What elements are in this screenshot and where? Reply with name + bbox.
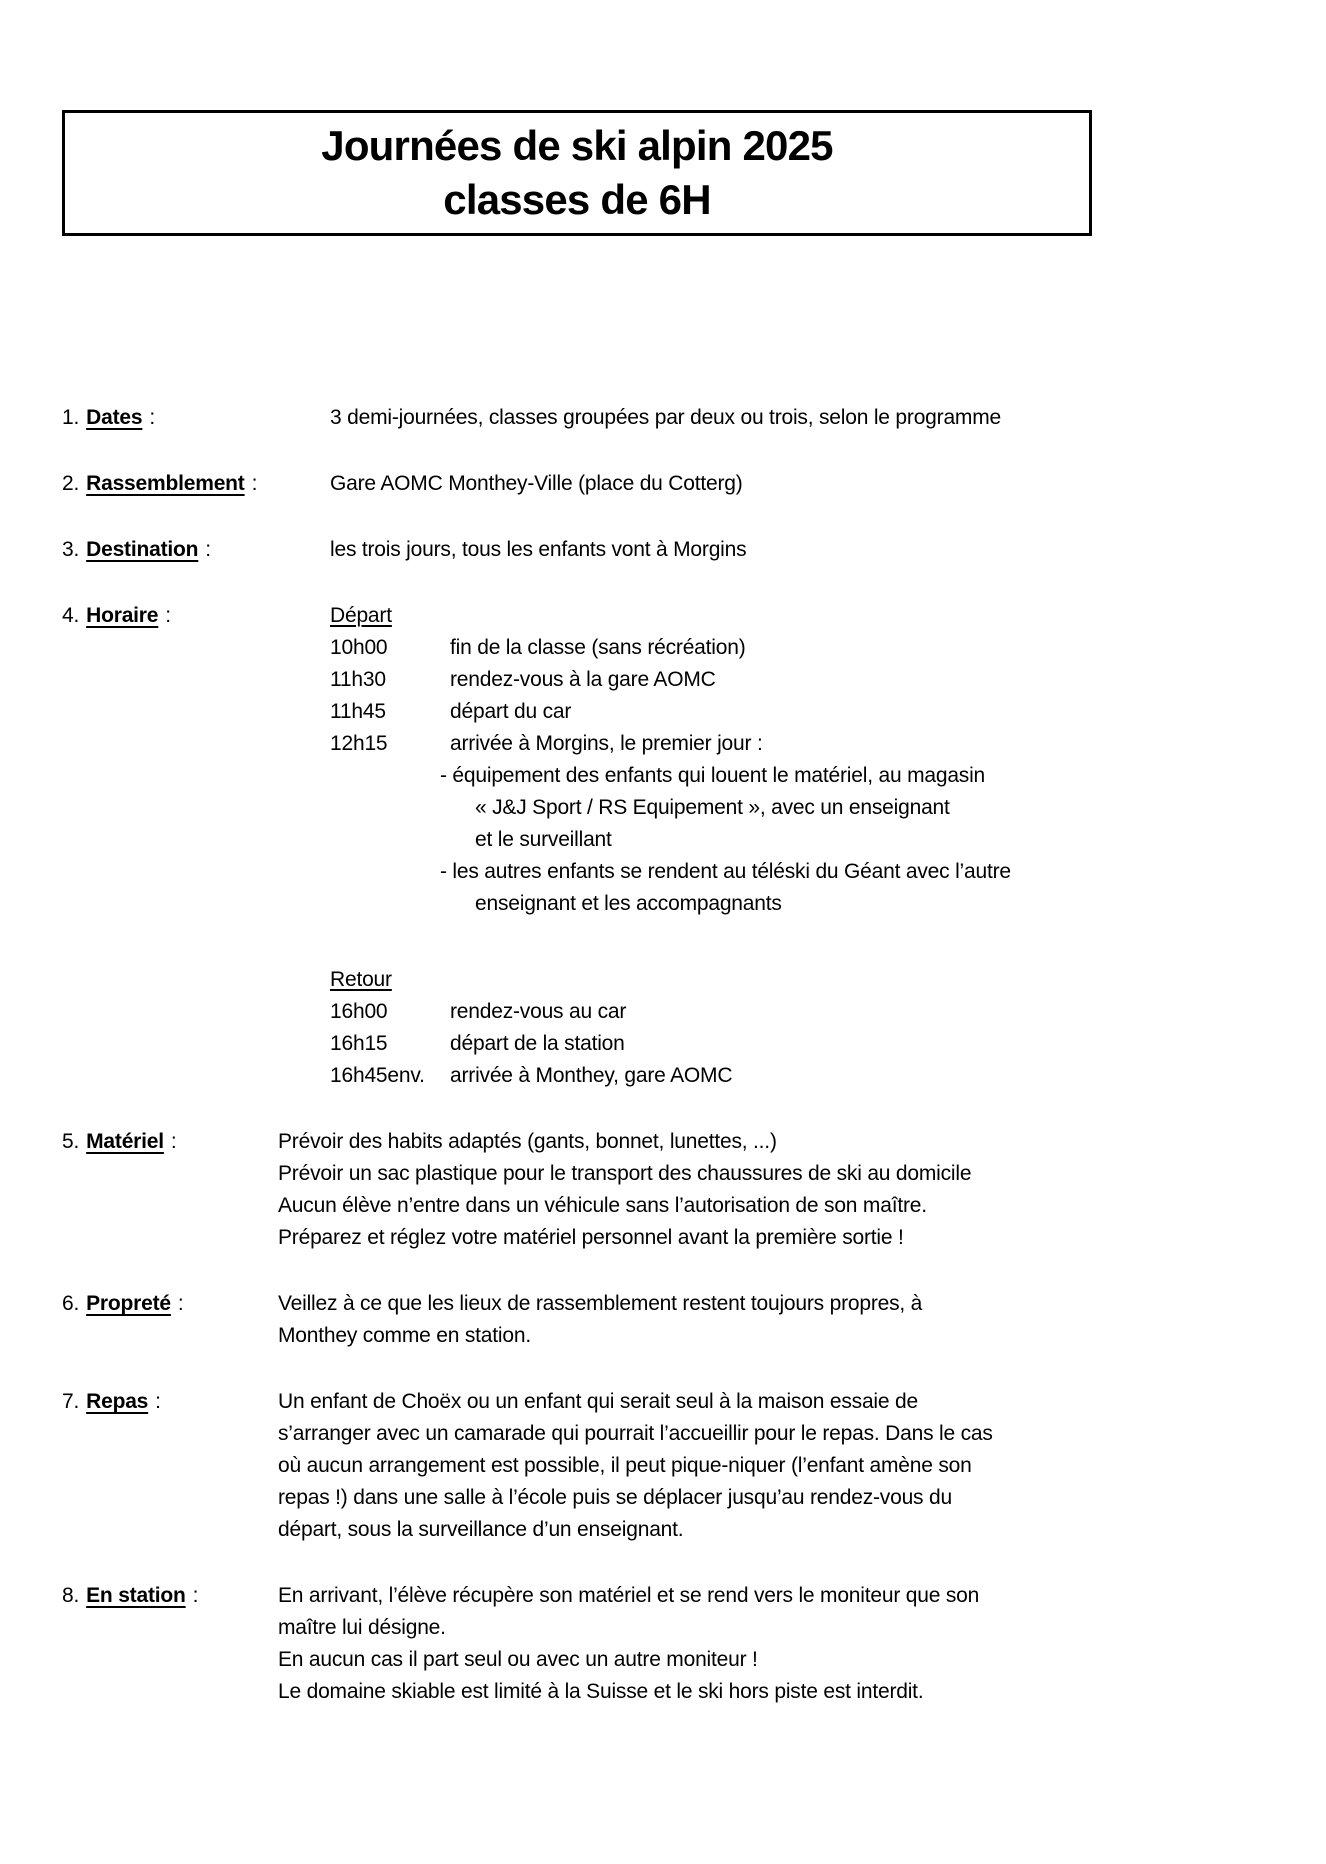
item-text-line: départ, sous la surveillance d’un enseignant.	[278, 1518, 684, 1541]
item-destination	[62, 534, 1264, 566]
schedule-bullet-line: - les autres enfants se rendent au téléski du Géant avec l’autre	[440, 860, 1011, 883]
item-horaire	[62, 600, 1264, 1092]
schedule-time: 12h15	[330, 732, 388, 755]
item-label: Destination	[86, 538, 199, 561]
schedule-time: 10h00	[330, 636, 388, 659]
items-list	[62, 402, 1264, 1708]
item-body	[278, 1126, 1264, 1254]
item-rassemblement	[62, 468, 1264, 500]
item-text-line: Veillez à ce que les lieux de rassemblement restent toujours propres, à	[278, 1292, 923, 1315]
schedule-desc: arrivée à Monthey, gare AOMC	[450, 1064, 733, 1087]
item-text-line: Gare AOMC Monthey-Ville (place du Cotterg)	[330, 472, 743, 495]
schedule-row	[330, 728, 1264, 760]
item-text-line: Monthey comme en station.	[278, 1324, 531, 1347]
schedule-time: 16h15	[330, 1032, 388, 1055]
item-number: 1.	[62, 406, 80, 429]
item-head	[62, 402, 330, 434]
schedule-bullet-line: - équipement des enfants qui louent le matériel, au magasin	[440, 764, 986, 787]
item-text-line: repas !) dans une salle à l’école puis se déplacer jusqu’au rendez-vous du	[278, 1486, 952, 1509]
item-text-line: Prévoir des habits adaptés (gants, bonnet, lunettes, ...)	[278, 1130, 777, 1153]
item-text-line: Le domaine skiable est limité à la Suisse et le ski hors piste est interdit.	[278, 1680, 924, 1703]
item-proprete	[62, 1288, 1264, 1352]
schedule-row	[330, 664, 1264, 696]
item-label: Propreté	[86, 1292, 171, 1315]
schedule-desc: départ de la station	[450, 1032, 625, 1055]
schedule-row	[330, 1060, 1264, 1092]
item-text-line: 3 demi-journées, classes groupées par deux ou trois, selon le programme	[330, 406, 1001, 429]
item-number: 7.	[62, 1390, 80, 1413]
item-body	[278, 1386, 1264, 1546]
item-colon: :	[251, 472, 258, 495]
item-text-line: En arrivant, l’élève récupère son matériel et se rend vers le moniteur que son	[278, 1584, 980, 1607]
schedule-time: 16h00	[330, 1000, 388, 1023]
item-label: Repas	[86, 1390, 149, 1413]
item-number: 8.	[62, 1584, 80, 1607]
item-body	[330, 468, 1264, 500]
schedule-bullet-line: et le surveillant	[475, 828, 612, 851]
item-text-line: Un enfant de Choëx ou un enfant qui serait seul à la maison essaie de	[278, 1390, 918, 1413]
schedule-time: 11h45	[330, 700, 386, 723]
title-box	[62, 110, 1092, 236]
schedule-desc: arrivée à Morgins, le premier jour :	[450, 732, 763, 755]
schedule-retour-block	[330, 964, 1264, 1092]
schedule-desc: rendez-vous au car	[450, 1000, 627, 1023]
item-text-line: Prévoir un sac plastique pour le transport des chaussures de ski au domicile	[278, 1162, 972, 1185]
item-body	[330, 600, 1264, 1092]
item-head	[62, 1126, 278, 1158]
item-head	[62, 1580, 278, 1612]
item-number: 6.	[62, 1292, 80, 1315]
item-colon: :	[205, 538, 211, 561]
item-body	[330, 534, 1264, 566]
item-text-line: En aucun cas il part seul ou avec un autre moniteur !	[278, 1648, 758, 1671]
item-label: Dates	[86, 406, 143, 429]
item-label: Rassemblement	[86, 472, 245, 495]
document-title-line2: classes de 6H	[443, 176, 711, 223]
item-colon: :	[165, 604, 171, 627]
item-head	[62, 468, 330, 500]
item-body	[330, 402, 1264, 434]
item-colon: :	[170, 1130, 177, 1153]
schedule-bullet-line: enseignant et les accompagnants	[475, 892, 782, 915]
schedule-row	[330, 696, 1264, 728]
schedule-retour-heading: Retour	[330, 968, 392, 991]
item-colon: :	[149, 406, 155, 429]
item-materiel	[62, 1126, 1264, 1254]
item-label: Horaire	[86, 604, 159, 627]
schedule-depart-heading: Départ	[330, 604, 392, 627]
item-text-line: les trois jours, tous les enfants vont à Morgins	[330, 538, 747, 561]
item-number: 3.	[62, 538, 80, 561]
item-en-station	[62, 1580, 1264, 1708]
item-text-line: maître lui désigne.	[278, 1616, 446, 1639]
item-text-line: Aucun élève n’entre dans un véhicule sans l’autorisation de son maître.	[278, 1194, 927, 1217]
schedule-desc: rendez-vous à la gare AOMC	[450, 668, 716, 691]
item-colon: :	[192, 1584, 199, 1607]
schedule-time: 11h30	[330, 668, 386, 691]
schedule-bullet-line: « J&J Sport / RS Equipement », avec un enseignant	[475, 796, 950, 819]
item-number: 5.	[62, 1130, 80, 1153]
schedule-row	[330, 996, 1264, 1028]
item-head	[62, 534, 330, 566]
item-number: 2.	[62, 472, 80, 495]
item-label: Matériel	[86, 1130, 164, 1153]
document-title-line1: Journées de ski alpin 2025	[321, 122, 833, 169]
item-head	[62, 600, 330, 632]
schedule-time: 16h45env.	[330, 1064, 425, 1087]
item-head	[62, 1288, 278, 1320]
item-repas	[62, 1386, 1264, 1546]
item-colon: :	[155, 1390, 161, 1413]
item-body	[278, 1288, 1264, 1352]
item-text-line: s’arranger avec un camarade qui pourrait l’accueillir pour le repas. Dans le cas	[278, 1422, 993, 1445]
item-body	[278, 1580, 1264, 1708]
item-head	[62, 1386, 278, 1418]
schedule-desc: départ du car	[450, 700, 572, 723]
item-label: En station	[86, 1584, 186, 1607]
item-number: 4.	[62, 604, 80, 627]
item-text-line: où aucun arrangement est possible, il peut pique-niquer (l’enfant amène son	[278, 1454, 972, 1477]
schedule-row	[330, 1028, 1264, 1060]
schedule-desc: fin de la classe (sans récréation)	[450, 636, 746, 659]
schedule-depart-block	[330, 600, 1264, 920]
item-text-line: Préparez et réglez votre matériel personnel avant la première sortie !	[278, 1226, 904, 1249]
item-dates	[62, 402, 1264, 434]
schedule-row	[330, 632, 1264, 664]
item-colon: :	[177, 1292, 184, 1315]
